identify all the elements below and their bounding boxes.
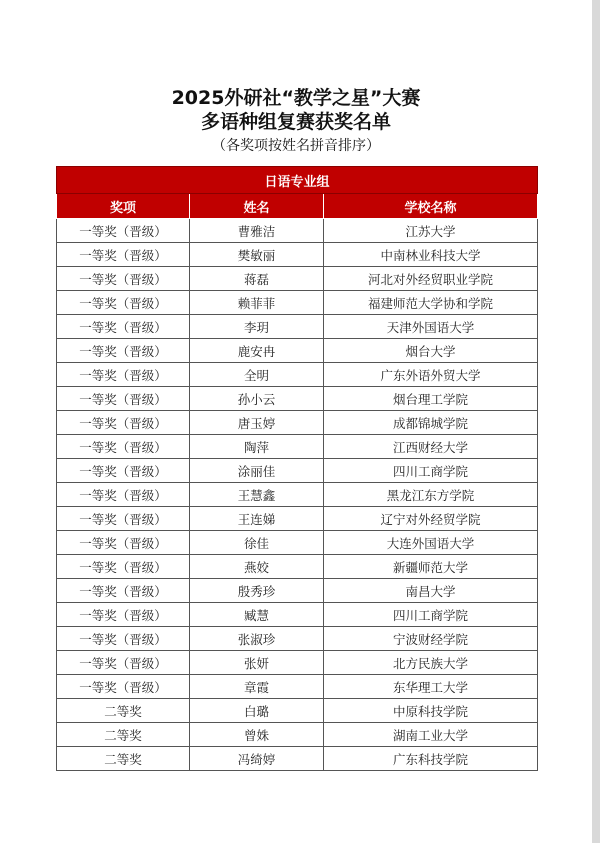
award-cell: 一等奖（晋级） bbox=[57, 627, 190, 651]
group-header-row bbox=[57, 167, 538, 194]
name-cell: 鹿安冉 bbox=[190, 339, 324, 363]
name-cell: 唐玉婷 bbox=[190, 411, 324, 435]
column-header-name: 姓名 bbox=[190, 194, 324, 219]
award-cell: 一等奖（晋级） bbox=[57, 555, 190, 579]
page-edge bbox=[592, 0, 600, 843]
school-cell: 大连外国语大学 bbox=[324, 531, 538, 555]
school-cell: 中南林业科技大学 bbox=[324, 243, 538, 267]
award-cell: 一等奖（晋级） bbox=[57, 387, 190, 411]
name-cell: 蒋磊 bbox=[190, 267, 324, 291]
page-subtitle: 多语种组复赛获奖名单 bbox=[200, 111, 391, 133]
table-row bbox=[57, 267, 538, 291]
name-cell: 涂丽佳 bbox=[190, 459, 324, 483]
table-row bbox=[57, 435, 538, 459]
table-row bbox=[57, 315, 538, 339]
name-cell: 张淑珍 bbox=[190, 627, 324, 651]
school-cell: 四川工商学院 bbox=[324, 603, 538, 627]
awards-table bbox=[56, 166, 538, 771]
school-cell: 北方民族大学 bbox=[324, 651, 538, 675]
table-row bbox=[57, 507, 538, 531]
name-cell: 冯绮婷 bbox=[190, 747, 324, 771]
name-cell: 陶萍 bbox=[190, 435, 324, 459]
table-row bbox=[57, 459, 538, 483]
page-title: 2025外研社“教学之星”大赛 bbox=[171, 87, 421, 109]
award-cell: 二等奖 bbox=[57, 699, 190, 723]
school-cell: 烟台理工学院 bbox=[324, 387, 538, 411]
table-row bbox=[57, 291, 538, 315]
award-cell: 一等奖（晋级） bbox=[57, 411, 190, 435]
name-cell: 章霞 bbox=[190, 675, 324, 699]
award-cell: 一等奖（晋级） bbox=[57, 291, 190, 315]
award-cell: 一等奖（晋级） bbox=[57, 219, 190, 243]
name-cell: 曾姝 bbox=[190, 723, 324, 747]
column-header-row bbox=[57, 194, 538, 219]
table-row bbox=[57, 651, 538, 675]
school-cell: 江苏大学 bbox=[324, 219, 538, 243]
award-cell: 一等奖（晋级） bbox=[57, 675, 190, 699]
school-cell: 新疆师范大学 bbox=[324, 555, 538, 579]
column-header-school: 学校名称 bbox=[324, 194, 538, 219]
award-cell: 一等奖（晋级） bbox=[57, 507, 190, 531]
table-body bbox=[57, 219, 538, 771]
school-cell: 辽宁对外经贸学院 bbox=[324, 507, 538, 531]
school-cell: 成都锦城学院 bbox=[324, 411, 538, 435]
award-cell: 一等奖（晋级） bbox=[57, 315, 190, 339]
school-cell: 黑龙江东方学院 bbox=[324, 483, 538, 507]
school-cell: 天津外国语大学 bbox=[324, 315, 538, 339]
award-cell: 一等奖（晋级） bbox=[57, 651, 190, 675]
table-row bbox=[57, 603, 538, 627]
table-row bbox=[57, 555, 538, 579]
award-cell: 一等奖（晋级） bbox=[57, 243, 190, 267]
award-cell: 一等奖（晋级） bbox=[57, 531, 190, 555]
school-cell: 烟台大学 bbox=[324, 339, 538, 363]
table-row bbox=[57, 627, 538, 651]
name-cell: 燕姣 bbox=[190, 555, 324, 579]
name-cell: 赖菲菲 bbox=[190, 291, 324, 315]
table-row bbox=[57, 699, 538, 723]
school-cell: 河北对外经贸职业学院 bbox=[324, 267, 538, 291]
name-cell: 徐佳 bbox=[190, 531, 324, 555]
name-cell: 王慧鑫 bbox=[190, 483, 324, 507]
table-row bbox=[57, 411, 538, 435]
school-cell: 湖南工业大学 bbox=[324, 723, 538, 747]
table-row bbox=[57, 387, 538, 411]
award-cell: 二等奖 bbox=[57, 747, 190, 771]
award-cell: 一等奖（晋级） bbox=[57, 459, 190, 483]
table-row bbox=[57, 339, 538, 363]
name-cell: 曹雅洁 bbox=[190, 219, 324, 243]
table-row bbox=[57, 363, 538, 387]
school-cell: 南昌大学 bbox=[324, 579, 538, 603]
school-cell: 福建师范大学协和学院 bbox=[324, 291, 538, 315]
school-cell: 中原科技学院 bbox=[324, 699, 538, 723]
award-cell: 一等奖（晋级） bbox=[57, 267, 190, 291]
name-cell: 张妍 bbox=[190, 651, 324, 675]
school-cell: 四川工商学院 bbox=[324, 459, 538, 483]
name-cell: 臧慧 bbox=[190, 603, 324, 627]
table-row bbox=[57, 675, 538, 699]
award-cell: 二等奖 bbox=[57, 723, 190, 747]
school-cell: 宁波财经学院 bbox=[324, 627, 538, 651]
school-cell: 东华理工大学 bbox=[324, 675, 538, 699]
table-row bbox=[57, 531, 538, 555]
school-cell: 广东科技学院 bbox=[324, 747, 538, 771]
name-cell: 樊敏丽 bbox=[190, 243, 324, 267]
school-cell: 广东外语外贸大学 bbox=[324, 363, 538, 387]
name-cell: 全明 bbox=[190, 363, 324, 387]
award-cell: 一等奖（晋级） bbox=[57, 579, 190, 603]
award-cell: 一等奖（晋级） bbox=[57, 483, 190, 507]
name-cell: 殷秀珍 bbox=[190, 579, 324, 603]
sort-note: （各奖项按姓名拼音排序） bbox=[212, 138, 380, 154]
name-cell: 白璐 bbox=[190, 699, 324, 723]
table-row bbox=[57, 219, 538, 243]
table-row bbox=[57, 723, 538, 747]
table-row bbox=[57, 579, 538, 603]
column-header-award: 奖项 bbox=[57, 194, 190, 219]
award-cell: 一等奖（晋级） bbox=[57, 339, 190, 363]
table-row bbox=[57, 483, 538, 507]
school-cell: 江西财经大学 bbox=[324, 435, 538, 459]
award-cell: 一等奖（晋级） bbox=[57, 603, 190, 627]
award-cell: 一等奖（晋级） bbox=[57, 363, 190, 387]
award-cell: 一等奖（晋级） bbox=[57, 435, 190, 459]
group-label: 日语专业组 bbox=[57, 167, 538, 194]
name-cell: 李玥 bbox=[190, 315, 324, 339]
name-cell: 王连娣 bbox=[190, 507, 324, 531]
name-cell: 孙小云 bbox=[190, 387, 324, 411]
title-block bbox=[0, 86, 592, 156]
table-row bbox=[57, 747, 538, 771]
table-row bbox=[57, 243, 538, 267]
